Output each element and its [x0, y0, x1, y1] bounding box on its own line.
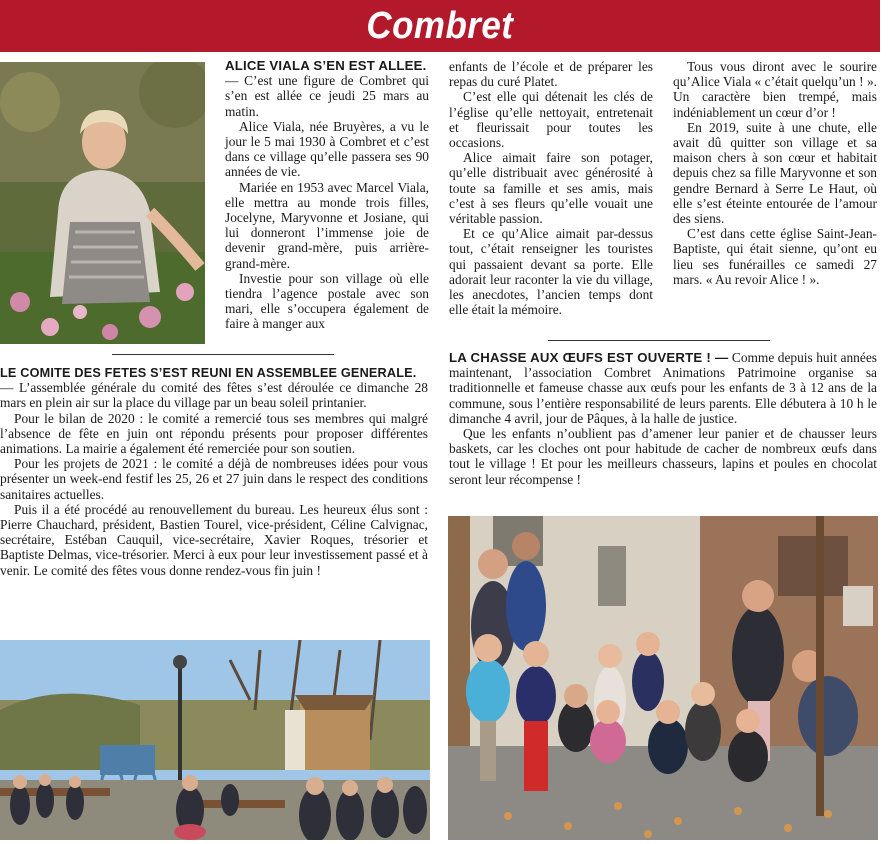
alice-paragraph: Investie pour son village où elle tiendra l’agence postale avec son mari, elle s’occupera également de faire à manger aux	[225, 270, 429, 332]
comite-article	[0, 365, 428, 578]
alice-article-col1	[225, 58, 429, 332]
chasse-paragraph: Que les enfants n’oublient pas d’amener leur panier et de chausser leurs baskets, car les cloches ont pour habitude de cacher de nombreux œufs dans tout le village ! Et pour les meilleurs chasseurs, lapins et poules en chocolat seront leur récompense !	[449, 426, 877, 487]
alice-paragraph: Tous vous diront avec le sourire qu’Alice Viala « c’était quelqu’un ! ». Un caractère bien trempé, mais indéniablement un cœur d’or !	[673, 59, 877, 120]
alice-paragraph: Et ce qu’Alice aimait par-dessus tout, c’était renseigner les touristes qui passaient devant sa porte. Elle adorait leur raconter la vie du village, les anecdotes, l’ancien temps dont elle était la mémoire.	[449, 226, 653, 318]
separator-rule	[548, 340, 770, 341]
alice-paragraph: C’est dans cette église Saint-Jean-Baptiste, qui était sienne, qu’ont eu lieu ses funérailles ce samedi 27 mars. « Au revoir Alice ! ».	[673, 226, 877, 287]
alice-paragraph: Alice aimait faire son potager, qu’elle distribuait avec générosité à toute sa famille et ses amis, mais c’est à ses fleurs qu’elle vouait une véritable passion.	[449, 150, 653, 227]
comite-headline: LE COMITE DES FETES S’EST REUNI EN ASSEMBLEE GENERALE.	[0, 365, 417, 380]
comite-paragraph: Pour le bilan de 2020 : le comité a remercié tous ses membres qui malgré l’absence de fête en juin ont répondu présents pour proposer différentes animations. La mairie a également été remerciée pour son soutien.	[0, 410, 428, 457]
comite-paragraph: Puis il a été procédé au renouvellement du bureau. Les heureux élus sont : Pierre Chauchard, président, Bastien Tourel, vice-président, Céline Calvignac, secrétaire, Estéban Cauquil, vice-secrétaire, Xavier Roques, trésorier et Baptiste Delmas, vice-trésorier. Merci à eux pour leur investissement passé et à venir. Le comité des fêtes vous donne rendez-vous fin juin !	[0, 501, 428, 578]
alice-paragraph: Mariée en 1953 avec Marcel Viala, elle mettra au monde trois filles, Jocelyne, Maryvonne et Josiane, qui lui donneront l’immense joie de devenir grand-mère, puis arrière-grand-mère.	[225, 179, 429, 271]
alice-portrait-photo	[0, 62, 205, 344]
assembly-photo	[0, 640, 430, 840]
alice-paragraph: En 2019, suite à une chute, elle avait dû quitter son village et sa maison chers à son cœur et habitait depuis chez sa fille Maryvonne et son gendre Bernard à Serre Le Haut, où elle s’est éteinte entourée de l’amour des siens.	[673, 119, 877, 227]
chasse-article	[449, 350, 877, 487]
egg-hunt-photo	[448, 516, 878, 840]
alice-article-col3	[673, 59, 877, 287]
page-title: Combret	[366, 4, 514, 47]
comite-lead: — L’assemblée générale du comité des fêtes s’est déroulée ce dimanche 28 mars en plein air sur la place du village par un beau soleil printanier.	[0, 380, 428, 411]
page-banner	[0, 0, 880, 52]
alice-paragraph: enfants de l’école et de préparer les repas du curé Platet.	[449, 59, 653, 90]
alice-article-col2	[449, 59, 653, 317]
separator-rule	[112, 354, 334, 355]
chasse-headline: LA CHASSE AUX ŒUFS EST OUVERTE ! —	[449, 350, 729, 365]
alice-lead: — C’est une figure de Combret qui s’en est allée ce jeudi 25 mars au matin.	[225, 73, 429, 119]
alice-paragraph: C’est elle qui détenait les clés de l’église qu’elle nettoyait, entretenait et fleurissait pour toutes les occasions.	[449, 89, 653, 151]
comite-paragraph: Pour les projets de 2021 : le comité a déjà de nombreuses idées pour vous présenter un week-end festif les 25, 26 et 27 juin dans le respect des conditions sanitaires actuelles.	[0, 456, 428, 502]
alice-paragraph: Alice Viala, née Bruyères, a vu le jour le 5 mai 1930 à Combret et c’est dans ce village qu’elle passera ses 90 années de vie.	[225, 118, 429, 180]
chasse-lead-paragraph	[449, 350, 877, 426]
alice-headline: ALICE VIALA S’EN EST ALLEE.	[225, 58, 427, 73]
chasse-lead: Comme depuis huit années maintenant, l’association Combret Animations Patrimoine organise sa traditionnelle et fameuse chasse aux œufs pour les enfants de 3 à 12 ans de la commune, sous l’entière responsabilité de leurs parents. Elle débutera à 10 h le dimanche 4 avril, jour de Pâques, à la halle de justice.	[449, 350, 877, 426]
